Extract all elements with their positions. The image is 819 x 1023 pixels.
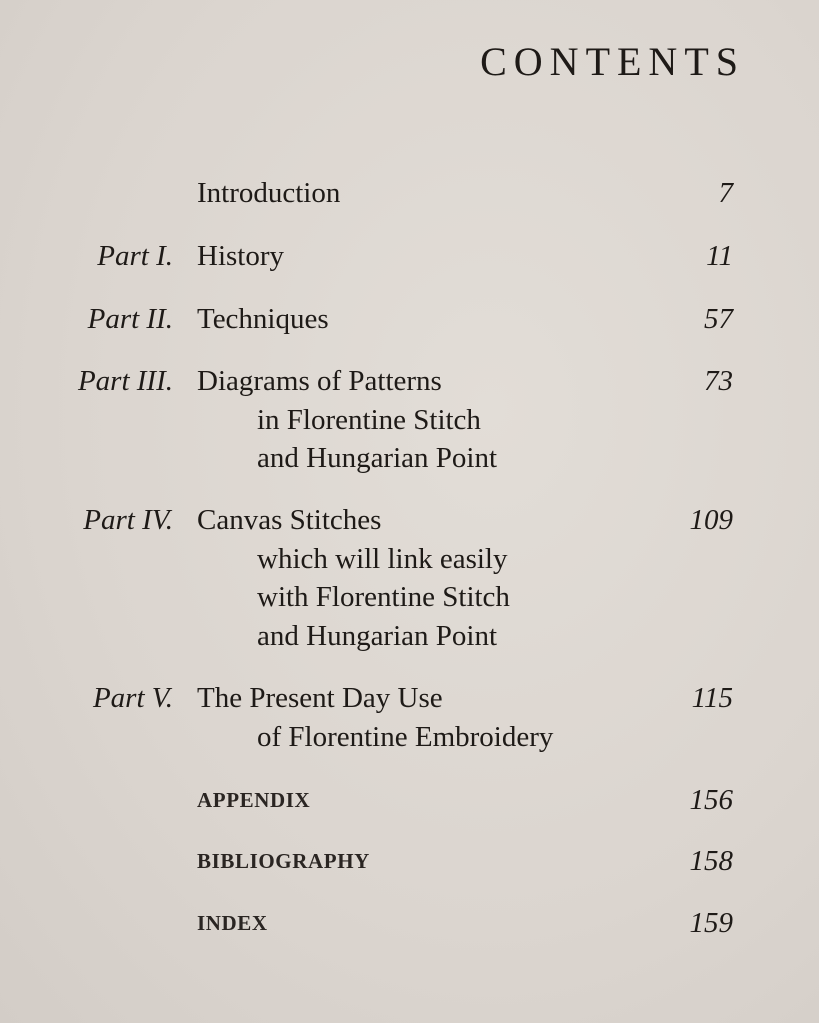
back-matter-label: INDEX	[197, 911, 268, 935]
page-number: 7	[718, 177, 733, 209]
back-matter-label: BIBLIOGRAPHY	[197, 849, 370, 873]
part-label: Part V.	[92, 682, 173, 714]
entry-title: Canvas Stitches	[197, 504, 382, 536]
entry-title-continuation: which will link easily	[257, 542, 508, 575]
entry-title: Introduction	[197, 177, 341, 209]
entry-title-continuation: and Hungarian Point	[257, 619, 498, 652]
part-label: Part III.	[77, 365, 173, 397]
entry-title: History	[197, 240, 284, 272]
page-number: 159	[689, 907, 733, 939]
entry-title-continuation: of Florentine Embroidery	[257, 720, 554, 753]
page-number: 73	[704, 365, 733, 397]
entry-title-continuation: and Hungarian Point	[257, 442, 498, 474]
page-title: CONTENTS	[480, 39, 745, 84]
page-number: 57	[704, 303, 733, 335]
page-number: 11	[706, 240, 733, 272]
entry-title-continuation: in Florentine Stitch	[257, 403, 481, 436]
entry-title: Techniques	[197, 303, 329, 335]
page-number: 156	[689, 784, 733, 816]
part-label: Part IV.	[83, 504, 173, 536]
part-label: Part I.	[97, 240, 173, 272]
entry-title-continuation: with Florentine Stitch	[257, 581, 510, 613]
page-number: 109	[689, 504, 733, 536]
part-label: Part II.	[87, 303, 173, 335]
back-matter-label: APPENDIX	[197, 788, 311, 812]
entry-title: Diagrams of Patterns	[197, 365, 442, 397]
entry-title: The Present Day Use	[197, 682, 443, 714]
page-number: 158	[689, 845, 733, 877]
page-number: 115	[691, 682, 733, 714]
